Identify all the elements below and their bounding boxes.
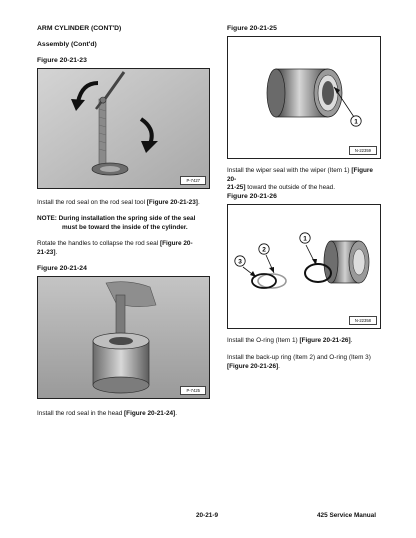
figure-23-photo	[37, 68, 210, 189]
note-label: NOTE:	[37, 215, 57, 222]
section-title: ARM CYLINDER (CONT'D)	[37, 25, 122, 32]
figure-26-plate-number: N-22358	[349, 316, 377, 325]
paragraph-install-rod-seal-head: Install the rod seal in the head [Figure 20-21-24].	[37, 410, 177, 417]
figure-25-title: Figure 20-21-25	[227, 25, 277, 32]
paragraph-install-o-ring: Install the O-ring (Item 1) [Figure 20-21-26].	[227, 337, 353, 344]
paragraph-install-back-up-ring: Install the back-up ring (Item 2) and O-ring (Item 3) [Figure 20-21-26].	[227, 354, 371, 370]
page-number: 20-21-9	[196, 512, 219, 519]
figure-26-title: Figure 20-21-26	[227, 193, 277, 200]
figure-25-plate-number: N-22359	[349, 146, 377, 155]
paragraph-install-rod-seal-tool: Install the rod seal on the rod seal tool [Figure 20-21-23].	[37, 199, 200, 206]
figure-25-callout-1: 1	[354, 118, 358, 126]
figure-26-callout-1: 1	[303, 235, 307, 243]
paragraph-rotate-handles: Rotate the handles to collapse the rod seal [Figure 20- 21-23].	[37, 240, 193, 256]
figure-24-photo	[37, 276, 210, 399]
figure-23-plate-number: P-7427	[180, 176, 206, 185]
figure-24-plate-number: P-7425	[180, 386, 206, 395]
paragraph-install-wiper-seal: Install the wiper seal with the wiper (Item 1) [Figure 20- 21-25] toward the outside of the head.	[227, 167, 373, 192]
figure-26-callout-3: 3	[238, 258, 242, 266]
figure-26-callout-2: 2	[262, 246, 266, 254]
subsection-title: Assembly (Cont'd)	[37, 41, 97, 48]
figure-24-title: Figure 20-21-24	[37, 265, 87, 272]
figure-25-illustration	[227, 36, 381, 159]
note: NOTE: During installation the spring side of the seal must be toward the inside of the cylinder.	[37, 215, 196, 231]
figure-26-illustration	[227, 204, 381, 329]
manual-title: 425 Service Manual	[317, 512, 376, 519]
figure-23-title: Figure 20-21-23	[37, 57, 87, 64]
